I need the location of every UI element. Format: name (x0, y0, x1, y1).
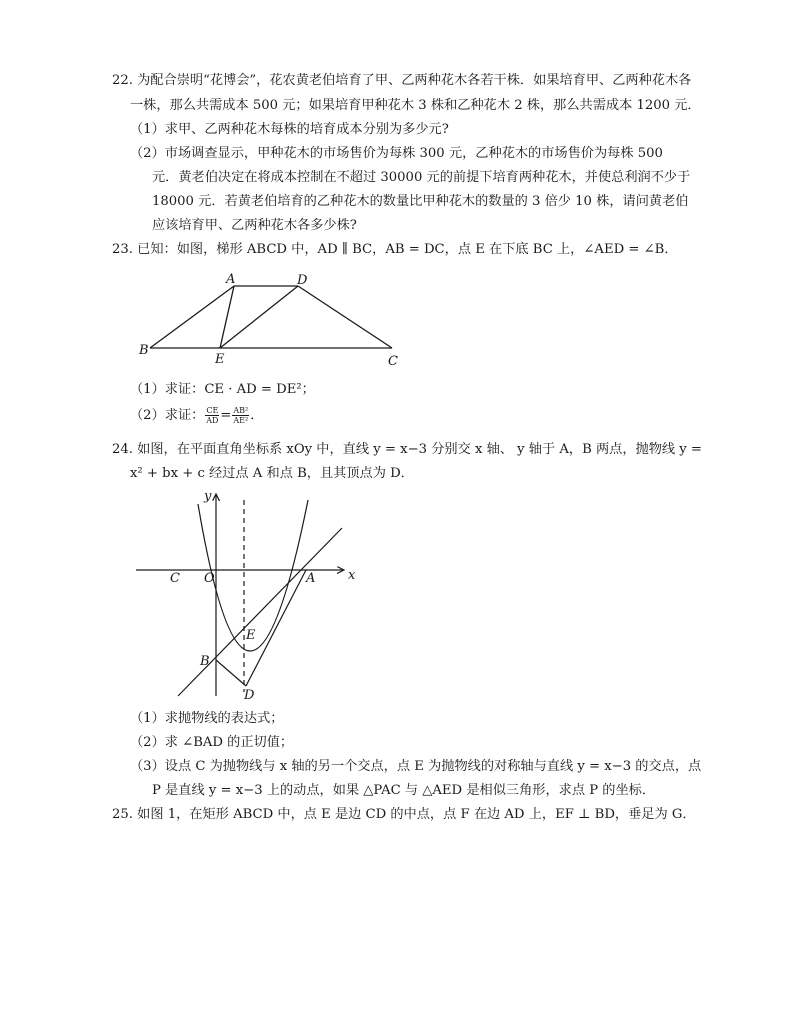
q22-part2-line2: 元．黄老伯决定在将成本控制在不超过 30000 元的前提下培育两种花木，并使总利润不少于 (152, 170, 691, 185)
line-y-eq-x-minus-3 (178, 528, 342, 696)
q24-stem-line2: x² + bx + c 经过点 A 和点 B，且其顶点为 D． (130, 466, 414, 481)
label-a: A (226, 272, 236, 287)
q23-part1: （1）求证：CE · AD = DE²； (130, 382, 315, 397)
q22-stem-line2: 一株，那么共需成本 500 元；如果培育甲种花木 3 株和乙种花木 2 株，那么共需成本 1200 元． (130, 98, 701, 113)
q24-stem-line1: 24. 如图，在平面直角坐标系 xOy 中，直线 y = x−3 分别交 x 轴、 y 轴于 A，B 两点，抛物线 y = (112, 442, 702, 457)
segment-dc (298, 286, 392, 348)
label-a: A (306, 571, 316, 586)
q24-part1: （1）求抛物线的表达式； (130, 711, 284, 726)
fraction-ce-ad (205, 406, 219, 425)
label-c: C (388, 354, 398, 368)
fraction-ab2-ae2 (232, 406, 249, 425)
label-c: C (170, 571, 180, 586)
label-x: x (348, 568, 356, 583)
fraction-denominator: AD (206, 416, 219, 425)
q22-part1: （1）求甲、乙两种花木每株的培育成本分别为多少元? (130, 122, 449, 137)
label-d: D (244, 688, 255, 703)
equals-sign: = (220, 408, 232, 423)
label-d: D (297, 273, 308, 288)
q22-part2-line4: 应该培育甲、乙两种花木各多少株? (152, 218, 357, 233)
label-y: y (204, 489, 212, 504)
q23-part2 (130, 406, 263, 432)
q25-stem: 25. 如图 1，在矩形 ABCD 中，点 E 是边 CD 的中点，点 F 在边 AD 上，EF ⊥ BD，垂足为 G． (112, 807, 696, 822)
q24-part3-line2: P 是直线 y = x−3 上的动点，如果 △PAC 与 △AED 是相似三角形，求点 P 的坐标． (152, 783, 656, 798)
q22-part2-line3: 18000 元．若黄老伯培育的乙种花木的数量比甲种花木的数量的 3 倍少 10 株，请问黄老伯 (152, 194, 689, 209)
label-e: E (215, 352, 225, 367)
q24-part3-line1: （3）设点 C 为抛物线与 x 轴的另一个交点，点 E 为抛物线的对称轴与直线 y = x−3 的交点，点 (130, 759, 702, 774)
q24-part2: （2）求 ∠BAD 的正切值； (130, 735, 294, 750)
q23-trapezoid-figure (130, 268, 420, 368)
label-b: B (200, 654, 210, 669)
label-e: E (246, 628, 256, 643)
fraction-denominator: AE² (233, 416, 249, 425)
q22-stem-line1: 22. 为配合崇明“花博会”，花农黄老伯培育了甲、乙两种花木各若干株．如果培育甲、乙两种花木各 (112, 73, 692, 88)
q23-part2-prefix: （2）求证： (130, 408, 205, 423)
label-o: O (204, 571, 215, 586)
q22-part2-line1: （2）市场调查显示，甲种花木的市场售价为每株 300 元，乙种花木的市场售价为每株 500 (130, 146, 663, 161)
fraction-numerator: CE (206, 406, 219, 415)
segment-ab (150, 286, 234, 348)
label-b: B (139, 343, 149, 358)
fraction-numerator: AB² (233, 406, 249, 415)
q23-part2-suffix: ． (250, 408, 264, 423)
segment-bd (216, 660, 246, 686)
q24-parabola-figure (130, 486, 370, 706)
q23-stem: 23. 已知：如图，梯形 ABCD 中，AD ∥ BC，AB = DC，点 E 在下底 BC 上，∠AED = ∠B． (112, 242, 678, 257)
